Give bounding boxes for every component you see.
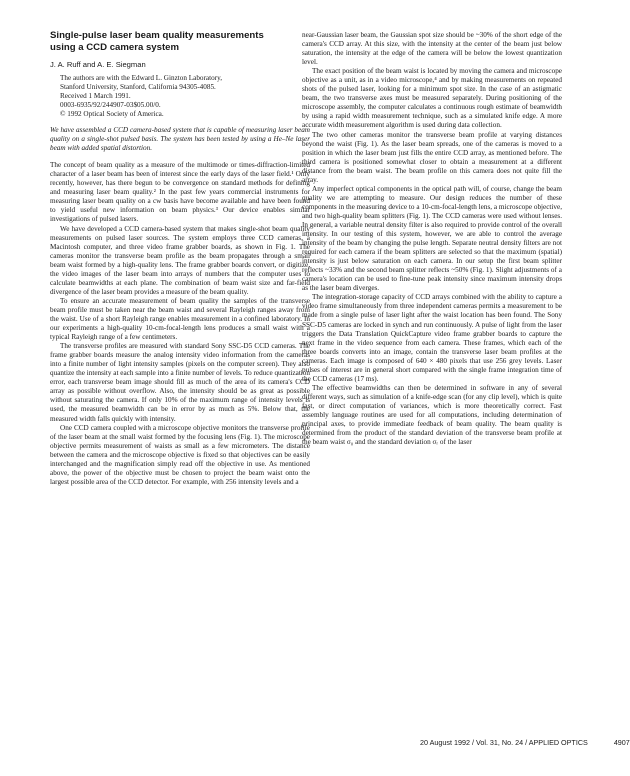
affiliation-line: The authors are with the Edward L. Ginzton Laboratory, — [60, 74, 222, 83]
page-footer — [420, 738, 630, 747]
body-paragraph: Any imperfect optical components in the optical path will, of course, change the beam quality we are attempting to measure. Our design reduces the number of these components in the measuring device to a 10-cm-focal-length lens, a microscope objective, and two high-quality beam splitters (Fig. 1). The CCD cameras were used without lenses. In general, a variable neutral density filter is also required to provide control of the overall intensity. In our testing of this system, however, we are able to control the average intensity of the beam by changing the pulse length. Separate neutral density filters are not required for each camera if the beam splitters are selected so that the maximum (spatial) intensity is just below saturation on each camera. In our setup the first beam splitter reflects ~33% and the second beam splitter reflects ~50% (Fig. 1). Slight adjustments of a camera's location can be used to fine-tune peak intensity since maximum intensity drops as the laser beam diverges. — [302, 184, 562, 293]
body-paragraph: The transverse profiles are measured with standard Sony SSC-D5 CCD cameras. The frame grabber boards measure the analog intensity video information from the cameras into a finite number of light intensity samples (pixels on the computer screen). They also quantize the intensity at each sample into a finite number of levels. To reduce quantization error, each transverse beam image should fill as much of the area of its camera's CCD array as possible without overflow. Also, the intensity should be as great as possible without saturating the camera. If only 10% of the maximum range of intensity levels is used, the measured beamwidth can be in error by as much as 5%. Below that, the measured width falls quickly with intensity. — [50, 342, 310, 423]
body-paragraph: The two other cameras monitor the transverse beam profile at varying distances beyond the waist (Fig. 1). As the laser beam spreads, one of the cameras is moved to a position in which the laser beam just fills the entire CCD array, as mentioned before. The third camera is positioned somewhat closer to obtain a measurement at a different distance from the beam waist. The beam profile on this camera does not quite fill the array. — [302, 130, 562, 184]
body-paragraph: The integration-storage capacity of CCD arrays combined with the ability to capture a video frame simultaneously from three independent cameras permits a measurement to be made from a single pulse of laser light after the waist location has been found. The Sony SSC-D5 cameras are locked in synch and run continuously. A pulse of light from the laser triggers the Data Translation QuickCapture video frame grabber boards to capture the next frame in the video sequence from each camera. These frames, which each of the three boards converts into an image, contain the transverse laser beam profiles at the cameras. Each image is composed of 640 × 480 pixels that use 256 grey levels. Laser pulses of interest are in general short compared with the single frame integration time of the CCD cameras (17 ms). — [302, 293, 562, 383]
affiliation-line: Stanford University, Stanford, California 94305-4085. — [60, 83, 216, 92]
abstract: We have assembled a CCD camera-based system that is capable of measuring laser beam quality on a single-shot pulsed basis. The system has been tested by using a He–Ne laser beam with added spatial distortion. — [50, 126, 310, 153]
article-authors: J. A. Ruff and A. E. Siegman — [50, 60, 146, 69]
body-paragraph: The effective beamwidths can then be determined in software in any of several different ways, such as simulation of a knife-edge scan (for any clip level), which is quite fast, or direct computation of variances, which is more theoretically correct. Fast assembly language routines are used for all computations, including determination of principal axes, to provide immediate feedback of beam quality. The beam quality is determined from the product of the standard deviation of the transverse beam profile at the beam waist σ₀ and the standard deviation σᵣ of the laser — [302, 383, 562, 447]
body-paragraph: The exact position of the beam waist is located by moving the camera and microscope objective as a unit, as in a video microscope,⁴ and by making measurements on repeated shots of the pulsed laser, looking for a minimum spot size. In the case of an astigmatic beam, the two transverse axes must be measured separately. During positioning of the microscope assembly, the computer calculates a continuous rough estimate of beamwidth by using a rapid width measurement technique, such as a simulated knife edge. A more accurate width measurement algorithm is used during data collection. — [302, 67, 562, 130]
left-column — [50, 30, 310, 487]
journal-citation: 20 August 1992 / Vol. 31, No. 24 / APPLIED OPTICS — [420, 738, 588, 747]
copyright-notice: © 1992 Optical Society of America. — [60, 110, 164, 119]
body-paragraph: To ensure an accurate measurement of beam quality the samples of the transverse beam profile must be taken near the beam waist and several Rayleigh ranges away from the waist. Use of a short Rayleigh range enables measurement in a confined laboratory. In our experiments a high-quality 10-cm-focal-length lens produces a small waist with a typical Rayleigh range of a few centimeters. — [50, 296, 310, 342]
article-title-line2: using a CCD camera system — [50, 41, 180, 53]
right-column — [302, 31, 562, 447]
author-affiliation — [60, 74, 310, 119]
body-paragraph: We have developed a CCD camera-based system that makes single-shot beam quality measurements on pulsed laser sources. The system employs three CCD cameras, a Macintosh computer, and three video frame grabber boards, as shown in Fig. 1. The cameras monitor the transverse beam profile as the beam propagates through a small beam waist formed by a high-quality lens. The frame grabber boards convert, or digitize, the video images of the laser beam into arrays of numbers that the computer uses to calculate beamwidths at each plane. The combination of beam waist size and far-field divergence of the laser beam provides a measure of the beam quality. — [50, 224, 310, 296]
article-title-line1: Single-pulse laser beam quality measurements — [50, 30, 264, 41]
article-title — [50, 30, 310, 53]
body-paragraph: The concept of beam quality as a measure of the multimode or times-diffraction-limited character of a laser beam has been of interest since the early days of the laser field.¹ Only recently, however, has there begun to be convergence on standard methods for defining and measuring laser beam quality.² In the past few years commercial instruments for measuring laser beam quality on a cw basis have become available and have been found to yield useful new information on beam physics.³ Our device enables similar investigations of pulsed lasers. — [50, 161, 310, 224]
article-code: 0003-6935/92/244907-03$05.00/0. — [60, 101, 161, 110]
body-paragraph: near-Gaussian laser beam, the Gaussian spot size should be ~30% of the short edge of the camera's CCD array. At this size, with the intensity at the center of the beam just below saturation, the intensity at the edge of the camera will be below the lowest quantization level. — [302, 31, 562, 67]
received-date: Received 1 March 1991. — [60, 92, 131, 101]
page-number: 4907 — [613, 738, 630, 747]
body-paragraph: One CCD camera coupled with a microscope objective monitors the transverse profile of the laser beam at the small waist formed by the focusing lens (Fig. 1). The microscope objective permits measurement of waists as small as a few micrometers. The distance between the camera and the microscope objective is fixed so that objectives can be easily interchanged and the magnification simply read off the objective in use. As mentioned above, the power of the objective must be chosen to project the beam waist onto the largest possible area of the CCD detector. For example, with 256 intensity levels and a — [50, 423, 310, 486]
